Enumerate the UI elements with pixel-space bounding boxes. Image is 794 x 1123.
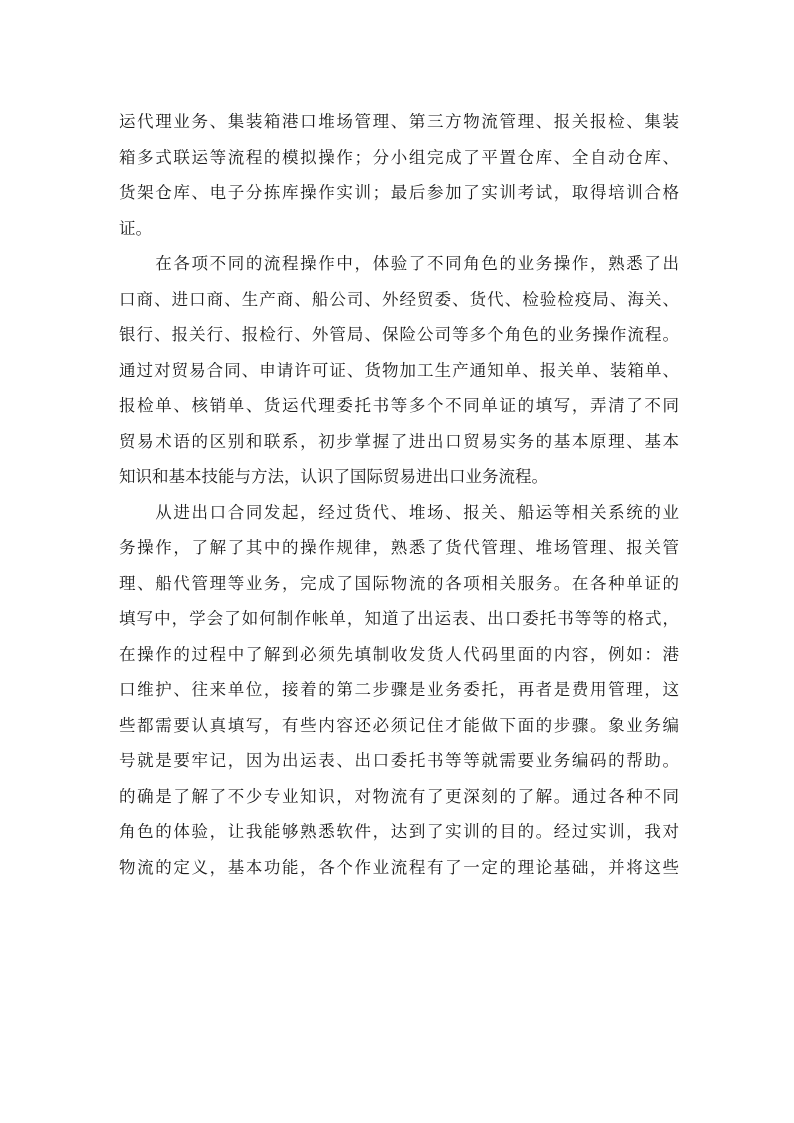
text-line: 号就是要牢记，因为出运表、出口委托书等等就需要业务编码的帮助。 <box>119 751 679 770</box>
text-line: 填写中，学会了如何制作帐单，知道了出运表、出口委托书等等的格式， <box>119 609 679 628</box>
text-line: 银行、报关行、报检行、外管局、保险公司等多个角色的业务操作流程。 <box>119 325 679 344</box>
text-line: 务操作，了解了其中的操作规律，熟悉了货代管理、堆场管理、报关管 <box>119 538 679 557</box>
text-line: 运代理业务、集装箱港口堆场管理、第三方物流管理、报关报检、集装 <box>119 112 679 131</box>
text-line: 口维护、往来单位，接着的第二步骤是业务委托，再者是费用管理，这 <box>119 680 679 699</box>
text-line: 报检单、核销单、货运代理委托书等多个不同单证的填写，弄清了不同 <box>119 396 679 415</box>
body-text <box>119 104 679 885</box>
text-line: 证。 <box>119 218 152 238</box>
text-line: 在各项不同的流程操作中，体验了不同角色的业务操作，熟悉了出 <box>119 254 679 273</box>
text-line: 理、船代管理等业务，完成了国际物流的各项相关服务。在各种单证的 <box>119 573 679 593</box>
text-line: 贸易术语的区别和联系，初步掌握了进出口贸易实务的基本原理、基本 <box>119 431 679 451</box>
text-line: 通过对贸易合同、申请许可证、货物加工生产通知单、报关单、装箱单、 <box>119 360 679 380</box>
text-line: 知识和基本技能与方法，认识了国际贸易进出口业务流程。 <box>119 467 548 486</box>
text-line: 箱多式联运等流程的模拟操作；分小组完成了平置仓库、全自动仓库、 <box>119 147 679 167</box>
text-line: 些都需要认真填写，有些内容还必须记住才能做下面的步骤。象业务编 <box>119 715 679 735</box>
text-line: 物流的定义，基本功能，各个作业流程有了一定的理论基础，并将这些 <box>119 857 679 877</box>
text-line: 口商、进口商、生产商、船公司、外经贸委、货代、检验检疫局、海关、 <box>119 289 679 309</box>
text-line: 角色的体验，让我能够熟悉软件，达到了实训的目的。经过实训，我对 <box>119 822 679 841</box>
text-line: 货架仓库、电子分拣库操作实训；最后参加了实训考试，取得培训合格 <box>119 183 679 202</box>
text-line: 在操作的过程中了解到必须先填制收发货人代码里面的内容，例如：港 <box>119 644 679 664</box>
text-line: 从进出口合同发起，经过货代、堆场、报关、船运等相关系统的业 <box>119 502 679 522</box>
text-line: 的确是了解了不少专业知识，对物流有了更深刻的了解。通过各种不同 <box>119 786 679 806</box>
